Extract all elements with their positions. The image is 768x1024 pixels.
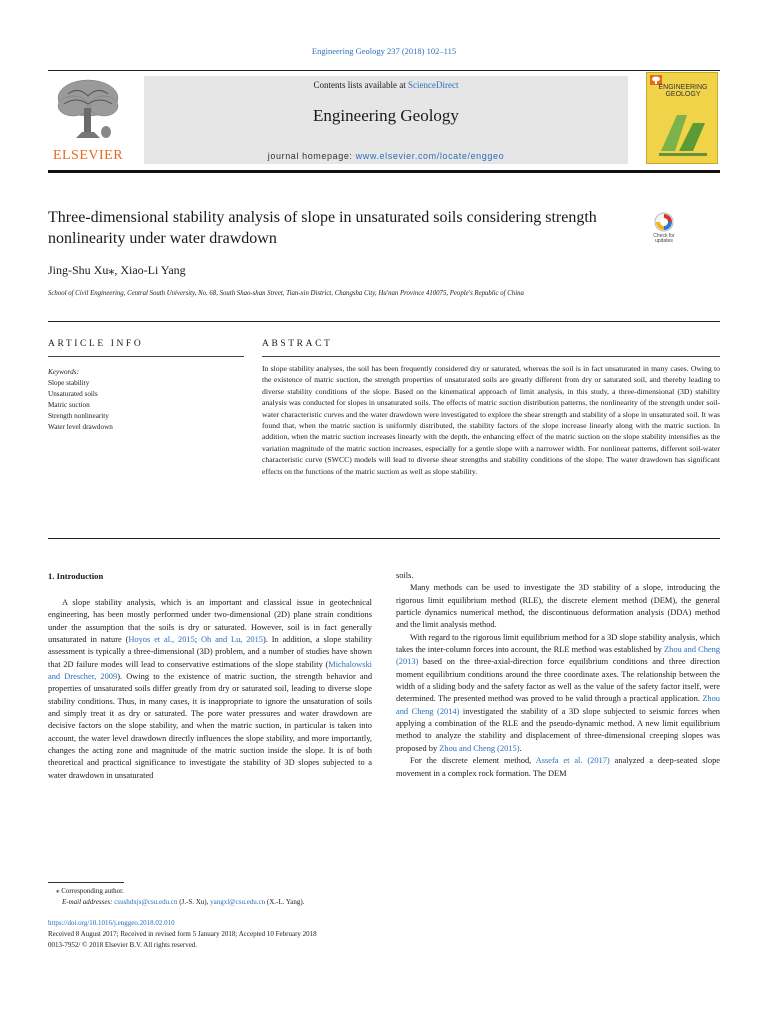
abstract-divider (262, 356, 720, 357)
keywords-block (48, 367, 244, 433)
article-info-divider (48, 356, 244, 357)
check-updates-icon (654, 212, 674, 232)
title-divider (48, 321, 720, 322)
text-run: ; (194, 635, 201, 645)
email-owner: (J.-S. Xu), (177, 898, 211, 907)
journal-reference[interactable]: Engineering Geology 237 (2018) 102–115 (311, 46, 457, 56)
email-label: E-mail addresses: (62, 898, 113, 907)
journal-cover[interactable] (646, 72, 718, 164)
journal-banner (144, 76, 628, 164)
author-affiliation: School of Civil Engineering, Central South University, No. 68, South Shao-shan Street, Tian-xin District, Changsha City, Hu'nan Province 410075, People's Republic of China (48, 290, 524, 297)
top-divider (48, 70, 720, 71)
keywords-label: Keywords: (48, 368, 79, 376)
corresponding-author-note: ⁎ Corresponding author. (56, 887, 124, 895)
elsevier-logo[interactable] (48, 76, 128, 164)
sciencedirect-link[interactable]: ScienceDirect (408, 80, 459, 90)
elsevier-wordmark: ELSEVIER (52, 148, 124, 163)
contents-line (144, 80, 628, 90)
text-run: For the discrete element method, (410, 756, 536, 766)
abstract-text: In slope stability analyses, the soil has been frequently considered dry or saturated, whereas the soil is in fact unsaturated in many cases. Owing to the existence of matric suction, the strength properties of unsaturated soils are greatly different from dry or saturated soil, and thereby leading to diverse stability conditions of the slope. Based on the kinematical approach of limit analysis, in this study, a three-dimensional (3D) stability analysis was conducted for slopes in unsaturated soils. The effects of matric suction distribution patterns, the nonlinearity of the strength under soil-water characteristic curves and the water drawdown were investigated to explore the shear strength and stability of a slope in unsaturated soil. It was found that, when the matric suction is uniformly distributed, the stability factors of the slope increase linearly along with the matric suction. In addition, when the matric suction increases linearly with the depth, the enhancing effect of the matric suction on the slope stability intensifies as the variation magnitude of the matric suction increases, especially for a gentle slope with a narrower width. For nonlinear patterns, different soil-water characteristic curve (SWCC) models will lead to diverse shear strengths and stability conditions of the slope. The water drawdown has significant effects on the functions of the matric suction as well as slope stability. (262, 364, 720, 476)
doi-link[interactable]: https://doi.org/10.1016/j.enggeo.2018.02.010 (48, 919, 175, 927)
cover-title: ENGINEERING GEOLOGY (658, 84, 708, 99)
body-column-right (396, 570, 720, 780)
email-line (48, 897, 720, 908)
text-run: analyzed a deep-seated slope movement in a complex rock formation. The DEM (396, 756, 720, 778)
citation-link[interactable]: Zhou and Cheng (2013) (396, 645, 720, 667)
abstract-bottom-divider (48, 538, 720, 539)
citation-link[interactable]: Oh and Lu, 2015 (200, 635, 263, 645)
paper-title: Three-dimensional stability analysis of slope in unsaturated soils considering strength nonlinearity under water drawdown (48, 209, 597, 247)
keyword-item: Water level drawdown (48, 422, 113, 431)
text-run: ). In addition, a slope stability assessment is typically a three-dimensional (3D) problem, and a number of studies have shown that 2D failure modes will lead to conservative estimations of the slope stability ( (48, 635, 372, 669)
citation-link[interactable]: Assefa et al. (2017) (535, 756, 610, 766)
abstract-heading: ABSTRACT (262, 339, 333, 349)
email-link[interactable]: csushdxjs@csu.edu.cn (114, 898, 178, 907)
keyword-item: Slope stability (48, 378, 90, 387)
journal-homepage (144, 151, 628, 161)
text-run: A slope stability analysis, which is an important and classical issue in geotechnical engineering, has been mostly performed under two-dimensional (2D) plane strain conditions under the assumption that the soils is dry or saturated. However, soil is in fact generally unsaturated in nature ( (48, 598, 372, 645)
elsevier-tree-icon (48, 76, 128, 146)
homepage-link[interactable]: www.elsevier.com/locate/enggeo (355, 151, 505, 161)
text-run: With regard to the rigorous limit equilibrium method for a 3D slope stability analysis, which takes the inter-column forces into account, the RLE method was established by (396, 632, 720, 655)
journal-name: Engineering Geology (313, 106, 459, 125)
paragraph (396, 755, 720, 780)
keyword-item: Unsaturated soils (48, 389, 98, 398)
section-heading-introduction: 1. Introduction (48, 571, 104, 581)
header-thick-divider (48, 170, 720, 173)
citation-link[interactable]: Zhou and Cheng (2014) (396, 694, 720, 716)
cover-graphic-icon (657, 107, 709, 157)
check-updates-label: Check for updates (653, 233, 675, 245)
keyword-item: Strength nonlinearity (48, 411, 109, 420)
citation-link[interactable]: Michalowski and Drescher, 2009 (48, 659, 372, 682)
text-run: based on the three-axial-direction force equilibrium conditions and three direction moment equilibrium conditions around the three coordinate axes. The relationship between the width of a sliding body and the safety factor as well as the value of the safety factor itself, were determined. The presented method was proved to be valid through a practical application. (396, 657, 720, 704)
email-owner: (X.-L. Yang). (265, 898, 305, 907)
paragraph (48, 597, 372, 782)
text-run: ). Owing to the existence of matric suction, the strength behavior and properties of unsaturated soils differ greatly from dry or saturated soil, leading to diverse slope stability conditions. Thus, in many cases, it is inappropriate to ignore the unsaturation of soils and simply treat it as dry or saturated. The pore water pressures and water drawdown are decisive factors on the slope stability, and when the matric suction, in particular is taken into account, the water level drawdown directly influences the slope stability, and more importantly, changes the acting zone and magnitude of the matric suction inside the slope. It is of both theoretical and practical significance to investigate the stability of 3D slopes subjected to a water drawdown in unsaturated (48, 672, 373, 780)
text-run: . (519, 743, 522, 753)
received-dates: Received 8 August 2017; Received in revised form 5 January 2018; Accepted 10 February 2018 (48, 930, 317, 939)
paragraph (396, 632, 720, 755)
footnote-divider (48, 882, 124, 883)
homepage-prefix: journal homepage: (267, 151, 356, 161)
keyword-item: Matric suction (48, 400, 90, 409)
contents-prefix: Contents lists available at (313, 80, 408, 90)
author-list: Jing-Shu Xu⁎, Xiao-Li Yang (48, 263, 186, 277)
paragraph: soils. (396, 571, 414, 580)
publication-info (48, 918, 720, 952)
email-link[interactable]: yangxl@csu.edu.cn (210, 898, 266, 907)
citation-link[interactable]: Zhou and Cheng (2015) (439, 743, 520, 753)
paragraph: Many methods can be used to investigate the 3D stability of a slope, introducing the rigorous limit equilibrium method (RLE), the discrete element method (DEM), the general particle dynamics numerical method, the discontinuous deformation analysis (DDA) method and the limit analysis method. (396, 583, 720, 630)
check-for-updates-badge[interactable] (645, 212, 683, 252)
body-column-left (48, 597, 372, 782)
copyright-notice: 0013-7952/ © 2018 Elsevier B.V. All rights reserved. (48, 941, 198, 950)
text-run: investigated the stability of a 3D slope subjected to seismic forces when applying a combination of the RLE and the pseudo-dynamic method. A new limit equilibrium method to analyze the stability and displacement of three-dimensional creeping slopes was proposed by (396, 706, 720, 753)
citation-link[interactable]: Hoyos et al., 2015 (128, 635, 195, 645)
article-info-heading: ARTICLE INFO (48, 339, 144, 349)
footnotes (48, 886, 720, 908)
